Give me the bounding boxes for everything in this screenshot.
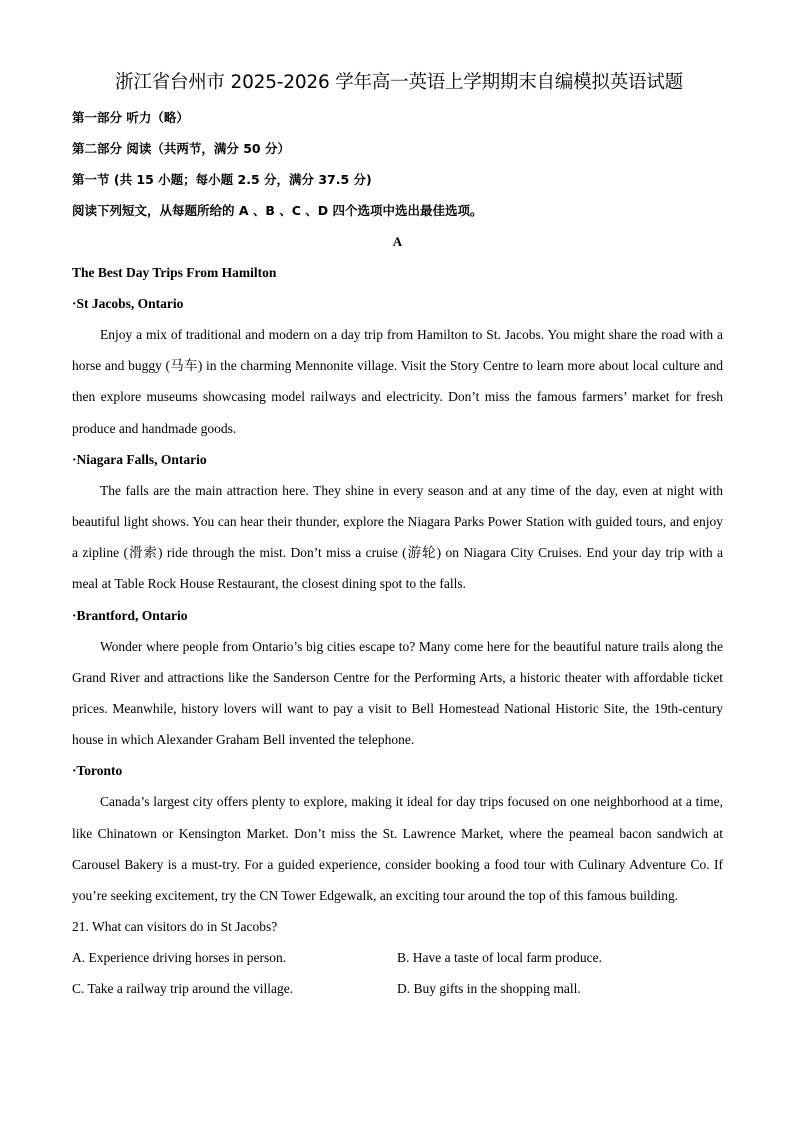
option-d: D. Buy gifts in the shopping mall. bbox=[397, 981, 581, 997]
options-row-1 bbox=[72, 942, 723, 973]
page-title: 浙江省台州市 2025-2026 学年高一英语上学期期末自编模拟英语试题 bbox=[115, 72, 683, 93]
option-c: C. Take a railway trip around the village. bbox=[72, 981, 294, 997]
part2-heading: 第二部分 阅读（共两节，满分 50 分） bbox=[72, 141, 290, 156]
options-row-2 bbox=[72, 973, 723, 1004]
section-text-niagara-falls: The falls are the main attraction here. They shine in every season and at any time of the day, even at night with beautiful light shows. You can hear their thunder, explore the Niagara Parks Power Station with guided tours, and enjoy a zipline (滑索) ride through the mist. Don’t miss a cruise (游轮) on Niagara City Cruises. End your day trip with a meal at Table Rock House Restaurant, the closest dining spot to the falls. bbox=[72, 482, 723, 592]
option-a: A. Experience driving horses in person. bbox=[72, 950, 287, 966]
section-heading-brantford: ·Brantford, Ontario bbox=[72, 607, 188, 623]
section-heading-st-jacobs: ·St Jacobs, Ontario bbox=[72, 296, 184, 311]
section-heading-niagara-falls: ·Niagara Falls, Ontario bbox=[72, 451, 207, 467]
option-b: B. Have a taste of local farm produce. bbox=[397, 950, 603, 966]
section-heading-toronto: ·Toronto bbox=[72, 763, 123, 779]
question-stem: 21. What can visitors do in St Jacobs? bbox=[72, 919, 278, 935]
passage-letter: A bbox=[392, 234, 403, 249]
section-text-toronto: Canada’s largest city offers plenty to explore, making it ideal for day trips focused on one neighborhood at a time, like Chinatown or Kensington Market. Don’t miss the St. Lawrence Market, where the peameal bacon sandwich at Carousel Bakery is a must-try. For a guided experience, consider booking a food tour with Culinary Adventure Co. If you’re seeking excitement, try the CN Tower Edgewalk, an exciting tour around the top of this famous building. bbox=[72, 794, 723, 904]
part1-heading: 第一部分 听力（略） bbox=[72, 110, 189, 125]
section1-heading: 第一节 (共 15 小题；每小题 2.5 分，满分 37.5 分) bbox=[72, 172, 372, 187]
exam-page bbox=[72, 68, 723, 1004]
passage-heading: The Best Day Trips From Hamilton bbox=[72, 265, 277, 280]
instruction: 阅读下列短文，从每题所给的 A 、B 、C 、D 四个选项中选出最佳选项。 bbox=[72, 203, 483, 218]
section-text-brantford: Wonder where people from Ontario’s big cities escape to? Many come here for the beautiful nature trails along the Grand River and attractions like the Sanderson Centre for the Performing Arts, a historic theater with affordable ticket prices. Meanwhile, history lovers will want to pay a visit to Bell Homestead National Historic Site, the 19th-century house in which Alexander Graham Bell invented the telephone. bbox=[72, 638, 723, 748]
section-text-st-jacobs: Enjoy a mix of traditional and modern on a day trip from Hamilton to St. Jacobs. You might share the road with a horse and buggy (马车) in the charming Mennonite village. Visit the Story Centre to learn more about local culture and then explore museums showcasing model railways and electricity. Don’t miss the famous farmers’ market for fresh produce and handmade goods. bbox=[72, 327, 723, 436]
